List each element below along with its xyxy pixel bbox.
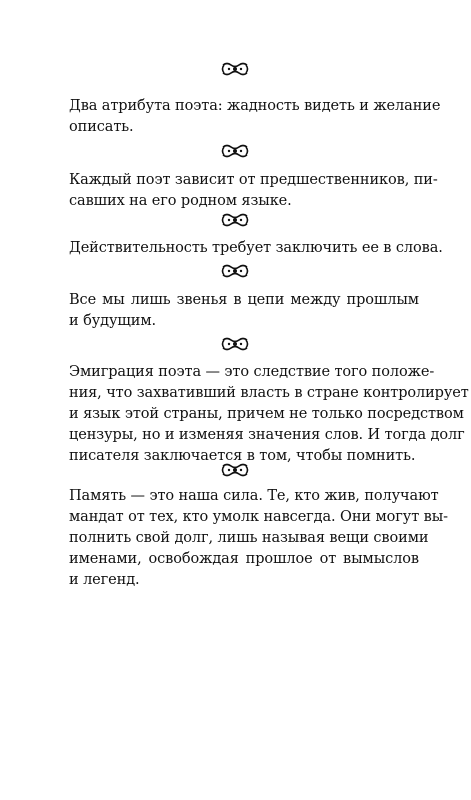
paragraph-line: именами, освобождая прошлое от вымыслов <box>69 551 419 567</box>
paragraph-line: Каждый поэт зависит от предшественников, пи- <box>69 172 438 188</box>
paragraph-1 <box>69 96 441 138</box>
floral-ornament-icon <box>220 264 250 278</box>
paragraph-line: Все мы лишь звенья в цепи между прошлым <box>69 292 419 308</box>
paragraph-line: и будущим. <box>69 313 157 329</box>
floral-ornament-icon <box>220 144 250 158</box>
floral-ornament-icon <box>220 62 250 76</box>
paragraph-line: савших на его родном языке. <box>69 193 292 209</box>
paragraph-3 <box>69 238 443 259</box>
paragraph-line: Два атрибута поэта: жадность видеть и желание <box>69 98 441 114</box>
paragraph-line: полнить свой долг, лишь называя вещи своими <box>69 530 429 546</box>
paragraph-5 <box>69 362 469 467</box>
paragraph-line: писателя заключается в том, чтобы помнить. <box>69 448 416 464</box>
paragraph-4 <box>69 290 419 332</box>
floral-ornament-icon <box>220 213 250 227</box>
paragraph-line: и язык этой страны, причем не только посредством <box>69 406 464 422</box>
paragraph-line: Действительность требует заключить ее в слова. <box>69 240 443 256</box>
paragraph-line: описать. <box>69 119 134 135</box>
paragraph-line: мандат от тех, кто умолк навсегда. Они могут вы- <box>69 509 448 525</box>
paragraph-6 <box>69 486 448 591</box>
paragraph-line: Память — это наша сила. Те, кто жив, получают <box>69 488 439 504</box>
paragraph-2 <box>69 170 438 212</box>
paragraph-line: цензуры, но и изменяя значения слов. И тогда долг <box>69 427 465 443</box>
paragraph-line: ния, что захвативший власть в стране контролирует <box>69 385 469 401</box>
floral-ornament-icon <box>220 463 250 477</box>
floral-ornament-icon <box>220 337 250 351</box>
paragraph-line: и легенд. <box>69 572 140 588</box>
paragraph-line: Эмиграция поэта — это следствие того положе- <box>69 364 435 380</box>
